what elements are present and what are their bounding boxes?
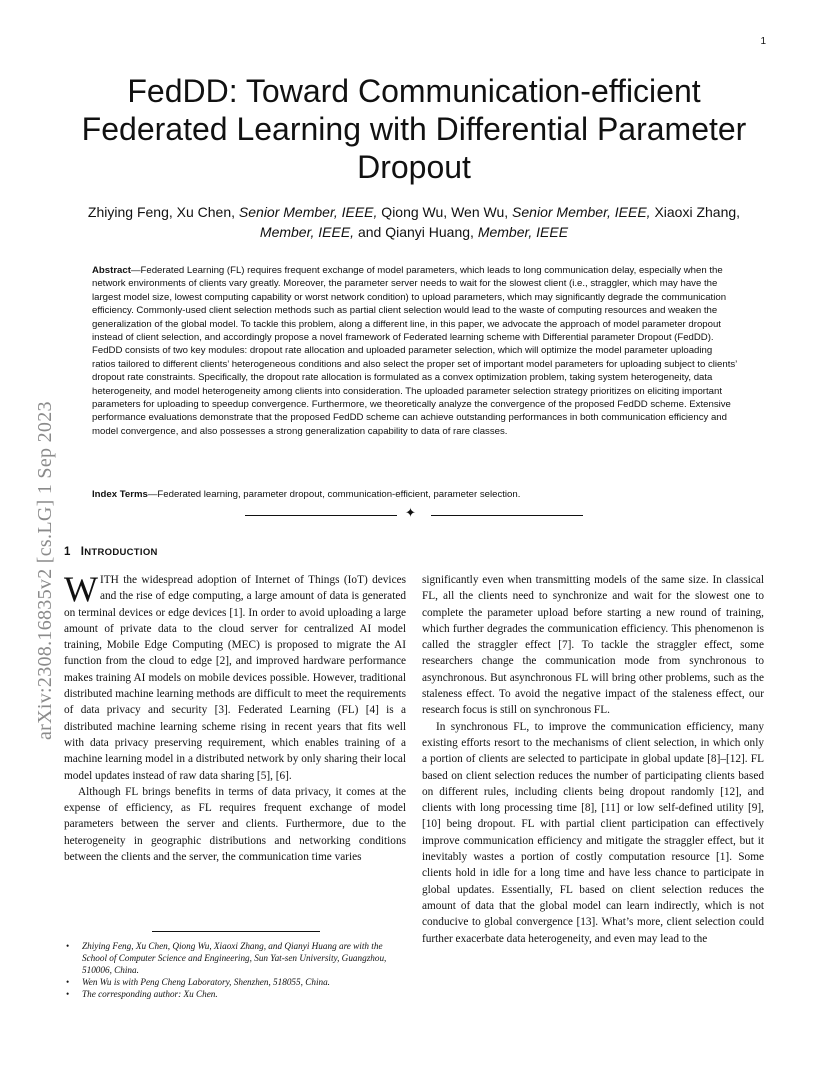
arxiv-identifier-stamp[interactable]: arXiv:2308.16835v2 [cs.LG] 1 Sep 2023 — [34, 401, 56, 740]
author-segment: Xiaoxi Zhang, — [650, 204, 741, 220]
footnotes — [64, 940, 406, 1000]
divider-line-left — [245, 515, 397, 516]
section-heading-introduction — [64, 546, 158, 558]
drop-cap: W — [64, 569, 98, 609]
author-segment: Member, IEEE — [477, 224, 569, 240]
section-divider — [245, 506, 585, 521]
footnote-item: • Wen Wu is with Peng Cheng Laboratory, Shenzhen, 518055, China. — [64, 976, 406, 988]
abstract-label: Abstract — [92, 265, 131, 276]
body-column-right — [422, 572, 764, 947]
intro-paragraph-3: significantly even when transmitting models of the same size. In classical FL, all the clients need to synchronize and wait for the slowest one to complete the parameter upload before starting a new round of training, which further degrades the communication efficiency. This phenomenon is called the straggler effect [7]. To tackle the straggler effect, some researchers change the communication mode from synchronous to asynchronous. But asynchronous FL will bring other problems, such as the staleness effect. To avoid the negative impact of the staleness effect, our research focus is still on synchronous FL. — [422, 574, 764, 717]
index-terms-label: Index Terms — [92, 489, 148, 500]
lead-smallcaps: ITH — [99, 574, 119, 586]
author-segment: Member, IEEE, — [259, 224, 355, 240]
author-segment: Zhiying Feng, Xu Chen, — [87, 204, 239, 220]
intro-paragraph-1-text: the widespread adoption of Internet of Things (IoT) devices and the rise of edge computing, a large amount of data is generated on terminal devices or edge devices [1]. In order to avoid uploading a large amount of private data to the cloud server for centralized AI model training, Mobile Edge Computing (MEC) is proposed to migrate the AI function from the cloud to edge [2], and improved hardware performance makes training AI models on mobile devices possible. However, traditional distributed machine learning methods are difficult to meet the requirements of data privacy and security [3]. Federated Learning (FL) [4] is a distributed machine learning scheme rising in recent years that fits well with data privacy preserving requirement, which enables training of a machine learning model in a distributed network by only sharing their local model updates instead of raw data sharing [5], [6]. — [64, 574, 406, 782]
index-terms-text: —Federated learning, parameter dropout, communication-efficient, parameter selection. — [147, 489, 521, 500]
index-terms — [92, 488, 738, 501]
author-segment: and Qianyi Huang, — [354, 224, 478, 240]
divider-line-right — [431, 515, 583, 516]
intro-paragraph-4: In synchronous FL, to improve the communication efficiency, many existing efforts resort to the mechanisms of client selection, in which only a portion of clients are selected to participate in global update [8]–[12]. FL based on client selection reduces the number of participating clients based on different rules, including clients being dropout randomly [12], and clients with long processing time [8], [11] or low self-defined utility [9], [10] being dropout. FL with partial client participation can effectively improve communication efficiency and mitigate the straggler effect, but it inevitably wastes a portion of costly computation resource [1]. Some clients hold in idle for a long time and have less chance to participate in global updates. Essentially, FL based on client selection reduces the amount of data that the global model can learn indirectly, which is not conducive to global convergence [13]. What’s more, client selection could further exacerbate data heterogeneity, and even may lead to the — [422, 720, 764, 945]
author-segment: Senior Member, IEEE, — [512, 204, 651, 220]
footnote-item: • The corresponding author: Xu Chen. — [64, 988, 406, 1000]
abstract — [92, 264, 738, 438]
body-column-left — [64, 569, 406, 865]
author-segment: Senior Member, IEEE, — [238, 204, 378, 220]
intro-paragraph-1 — [64, 569, 406, 784]
section-number: 1 — [64, 546, 71, 558]
page-number: 1 — [760, 36, 766, 47]
divider-star-icon: ✦ — [405, 506, 416, 521]
section-title-rest: NTRODUCTION — [84, 547, 158, 558]
footnote-rule — [152, 931, 320, 932]
paper-title: FedDD: Toward Communication-efficient Federated Learning with Differential Parameter Dropout — [81, 73, 747, 185]
author-segment: Qiong Wu, Wen Wu, — [377, 204, 513, 220]
footnote-item: • Zhiying Feng, Xu Chen, Qiong Wu, Xiaoxi Zhang, and Qianyi Huang are with the School of Computer Science and Engineering, Sun Yat-sen University, Guangzhou, 510006, China. — [64, 940, 406, 976]
intro-paragraph-2: Although FL brings benefits in terms of data privacy, it comes at the expense of efficiency, as FL requires frequent exchange of model parameters between the server and clients. Furthermore, due to the heterogeneity in geographic distributions and networking conditions between the clients and the server, the communication time varies — [64, 785, 406, 864]
author-list — [80, 202, 748, 242]
section-title-initial: I — [80, 546, 85, 558]
abstract-text: —Federated Learning (FL) requires frequent exchange of model parameters, which leads to long communication delay, especially when the network environments of clients vary greatly. Moreover, the parameter server needs to wait for the slowest client (i.e., straggler, which may have the largest model size, lowest computing capability or worst network condition) to upload parameters, which may significantly degrade the communication efficiency. Commonly-used client selection methods such as partial client selection would lead to the waste of computing resources and weaken the generalization of the global model. To tackle this problem, along a different line, in this paper, we advocate the approach of model parameter dropout instead of client selection, and accordingly propose a novel framework of Federated learning scheme with Differential parameter Dropout (FedDD). FedDD consists of two key modules: dropout rate allocation and uploaded parameter selection, which will optimize the model parameter uploading ratios tailored to different clients’ heterogeneous conditions and also select the proper set of important model parameters for uploading subject to clients’ dropout rate constraints. Specifically, the dropout rate allocation is formulated as a convex optimization problem, taking system heterogeneity, data heterogeneity, and model heterogeneity among clients into consideration. The uploaded parameter selection strategy prioritizes on eliciting important parameters for uploading to speedup convergence. Furthermore, we theoretically analyze the convergence of the proposed FedDD scheme. Extensive performance evaluations demonstrate that the proposed FedDD scheme can achieve outstanding performances in both communication efficiency and model convergence, and also possesses a strong generalization capability to data of rare classes. — [92, 265, 737, 437]
